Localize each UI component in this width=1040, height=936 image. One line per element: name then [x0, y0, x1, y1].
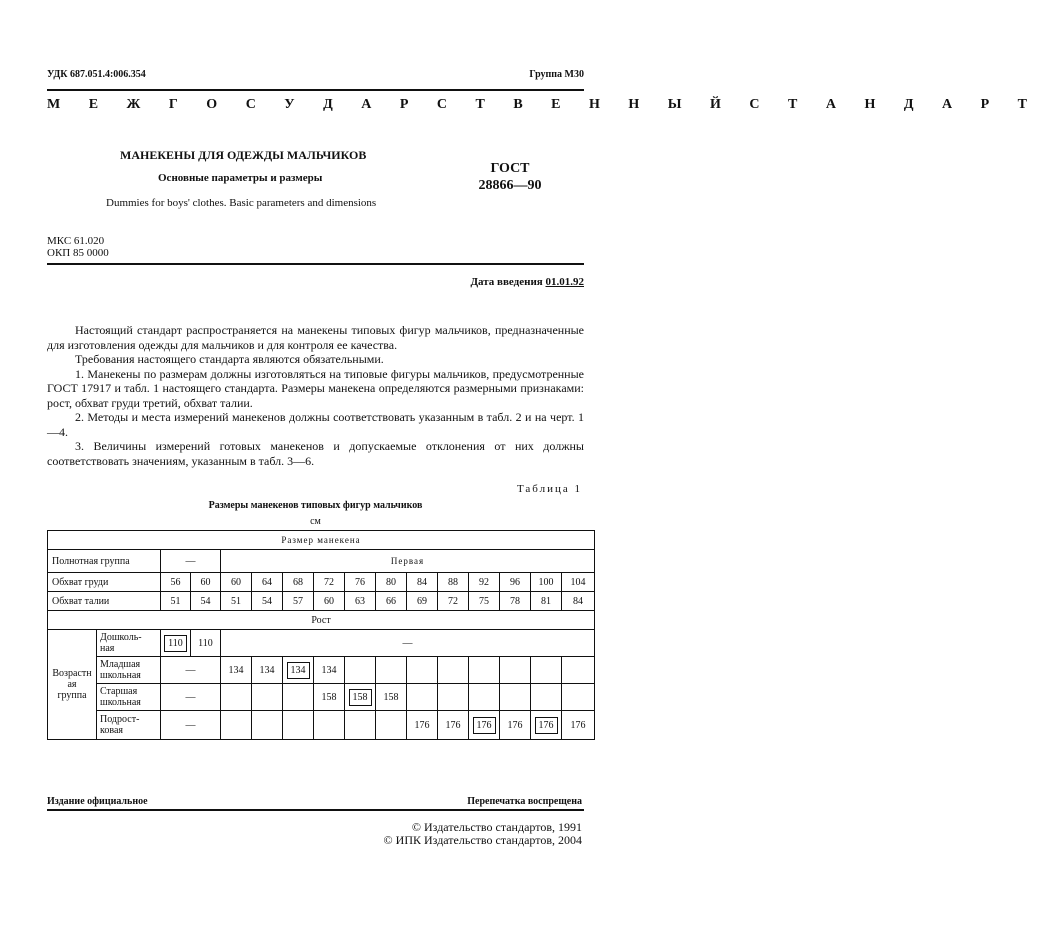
- empty-cell: [283, 711, 314, 740]
- height-header: Рост: [48, 611, 595, 630]
- footer-rule: [47, 809, 584, 811]
- table-unit: см: [310, 516, 321, 527]
- group-junior: [97, 657, 161, 684]
- dummy-sizes-table: [47, 530, 595, 740]
- junior-value: 134: [287, 662, 310, 679]
- group-junior-line1: Младшая: [100, 659, 141, 670]
- paragraph: 2. Методы и места измерений манекенов должны соответствовать указанным в табл. 2 и на черт. 1—4.: [47, 410, 584, 439]
- gost-designation: [470, 160, 550, 194]
- empty-cell: [407, 684, 438, 711]
- senior-cell: 158: [314, 684, 345, 711]
- paragraph: 1. Манекены по размерам должны изготовляться на типовые фигуры мальчиков, предусмотренные ГОСТ 17917 и табл. 1 настоящего стандарта. Размеры манекена определяются размерными признаками: рост, обхват груди третий, обхват талии.: [47, 366, 584, 410]
- header-rule-bottom: [47, 263, 584, 265]
- junior-cell: 134: [252, 657, 283, 684]
- empty-cell: [438, 657, 469, 684]
- group-teen-line2: ковая: [100, 725, 123, 736]
- interstate-standard-banner: М Е Ж Г О С У Д А Р С Т В Е Н Н Ы Й С Т А Н Д А Р Т: [47, 97, 1040, 112]
- teen-dash: —: [161, 711, 221, 740]
- empty-cell: [252, 684, 283, 711]
- paragraph: Настоящий стандарт распространяется на манекены типовых фигур мальчиков, предназначенные для изготовления одежды для мальчиков и для контроля ее качества.: [47, 323, 584, 352]
- chest-cell: 60: [191, 573, 221, 592]
- chest-cell: 88: [438, 573, 469, 592]
- teen-value: 176: [535, 717, 558, 734]
- chest-cell: 96: [500, 573, 531, 592]
- okp-code: ОКП 85 0000: [47, 247, 109, 259]
- document-subtitle: Основные параметры и размеры: [158, 172, 323, 184]
- age-group-text: Возрастная группа: [52, 668, 92, 701]
- waist-cell: 84: [562, 592, 595, 611]
- empty-cell: [376, 711, 407, 740]
- empty-cell: [283, 684, 314, 711]
- empty-cell: [531, 684, 562, 711]
- gost-label: ГОСТ: [490, 161, 530, 176]
- chest-cell: 76: [345, 573, 376, 592]
- size-header: Размер манекена: [48, 531, 595, 550]
- group-code: Группа М30: [529, 69, 584, 80]
- teen-value: 176: [473, 717, 496, 734]
- preschool-dash: —: [221, 630, 595, 657]
- preschool-cell: 110: [191, 630, 221, 657]
- fullness-group-label: Полнотная группа: [48, 550, 161, 573]
- introduction-date: [470, 276, 584, 288]
- empty-cell: [345, 711, 376, 740]
- document-title: МАНЕКЕНЫ ДЛЯ ОДЕЖДЫ МАЛЬЧИКОВ: [120, 148, 367, 162]
- empty-cell: [221, 684, 252, 711]
- chest-cell: 64: [252, 573, 283, 592]
- junior-cell-highlighted: [283, 657, 314, 684]
- junior-dash: —: [161, 657, 221, 684]
- group-senior-line1: Старшая: [100, 686, 138, 697]
- preschool-value: 110: [164, 635, 187, 652]
- empty-cell: [252, 711, 283, 740]
- chest-cell: 56: [161, 573, 191, 592]
- paragraph: Требования настоящего стандарта являются обязательными.: [75, 352, 384, 366]
- gost-number: 28866—90: [478, 178, 542, 193]
- empty-cell: [500, 684, 531, 711]
- copyright-2004: © ИПК Издательство стандартов, 2004: [383, 833, 582, 847]
- reprint-prohibited: Перепечатка воспрещена: [467, 796, 582, 807]
- empty-cell: [438, 684, 469, 711]
- chest-cell: 68: [283, 573, 314, 592]
- teen-cell: 176: [500, 711, 531, 740]
- fullness-first: Первая: [221, 550, 595, 573]
- empty-cell: [469, 657, 500, 684]
- preschool-cell-highlighted: [161, 630, 191, 657]
- official-edition: Издание официальное: [47, 796, 148, 807]
- waist-cell: 69: [407, 592, 438, 611]
- fullness-dash: —: [161, 550, 221, 573]
- group-teen: [97, 711, 161, 740]
- chest-label: Обхват груди: [48, 573, 161, 592]
- group-preschool: [97, 630, 161, 657]
- empty-cell: [469, 684, 500, 711]
- mks-code: МКС 61.020: [47, 235, 105, 247]
- chest-cell: 100: [531, 573, 562, 592]
- table-title: Размеры манекенов типовых фигур мальчиков: [208, 500, 423, 511]
- table-number: Таблица 1: [516, 483, 582, 495]
- senior-cell-highlighted: [345, 684, 376, 711]
- waist-cell: 66: [376, 592, 407, 611]
- waist-cell: 54: [252, 592, 283, 611]
- empty-cell: [314, 711, 345, 740]
- empty-cell: [562, 684, 595, 711]
- group-preschool-line2: ная: [100, 643, 115, 654]
- teen-cell: 176: [562, 711, 595, 740]
- junior-cell: 134: [221, 657, 252, 684]
- waist-cell: 63: [345, 592, 376, 611]
- group-preschool-line1: Дошколь-: [100, 632, 142, 643]
- waist-cell: 54: [191, 592, 221, 611]
- empty-cell: [562, 657, 595, 684]
- waist-cell: 51: [221, 592, 252, 611]
- introduction-date-label: Дата введения: [470, 276, 543, 288]
- empty-cell: [221, 711, 252, 740]
- age-group-label: [48, 630, 97, 740]
- classification-codes: [47, 235, 109, 259]
- empty-cell: [345, 657, 376, 684]
- waist-cell: 75: [469, 592, 500, 611]
- empty-cell: [500, 657, 531, 684]
- group-senior: [97, 684, 161, 711]
- waist-cell: 57: [283, 592, 314, 611]
- teen-cell: 176: [438, 711, 469, 740]
- header-rule-top: [47, 89, 584, 91]
- waist-cell: 60: [314, 592, 345, 611]
- group-junior-line2: школьная: [100, 670, 141, 681]
- introduction-date-value: 01.01.92: [545, 276, 584, 288]
- body-text: [47, 323, 584, 468]
- chest-cell: 72: [314, 573, 345, 592]
- chest-cell: 60: [221, 573, 252, 592]
- teen-cell: 176: [407, 711, 438, 740]
- group-teen-line1: Подрост-: [100, 714, 140, 725]
- udk-code: УДК 687.051.4:006.354: [47, 69, 146, 80]
- group-senior-line2: школьная: [100, 697, 141, 708]
- paragraph: 3. Величины измерений готовых манекенов и допускаемые отклонения от них должны соответствовать значениям, указанным в табл. 3—6.: [47, 439, 584, 468]
- waist-cell: 78: [500, 592, 531, 611]
- teen-cell-highlighted: [531, 711, 562, 740]
- copyright-1991: © Издательство стандартов, 1991: [411, 820, 582, 834]
- waist-cell: 51: [161, 592, 191, 611]
- empty-cell: [531, 657, 562, 684]
- teen-cell-highlighted: [469, 711, 500, 740]
- english-title: Dummies for boys' clothes. Basic parameters and dimensions: [106, 197, 377, 209]
- senior-cell: 158: [376, 684, 407, 711]
- chest-cell: 92: [469, 573, 500, 592]
- junior-cell: 134: [314, 657, 345, 684]
- empty-cell: [407, 657, 438, 684]
- senior-value: 158: [349, 689, 372, 706]
- senior-dash: —: [161, 684, 221, 711]
- empty-cell: [376, 657, 407, 684]
- waist-cell: 72: [438, 592, 469, 611]
- chest-cell: 84: [407, 573, 438, 592]
- waist-label: Обхват талии: [48, 592, 161, 611]
- chest-cell: 104: [562, 573, 595, 592]
- waist-cell: 81: [531, 592, 562, 611]
- chest-cell: 80: [376, 573, 407, 592]
